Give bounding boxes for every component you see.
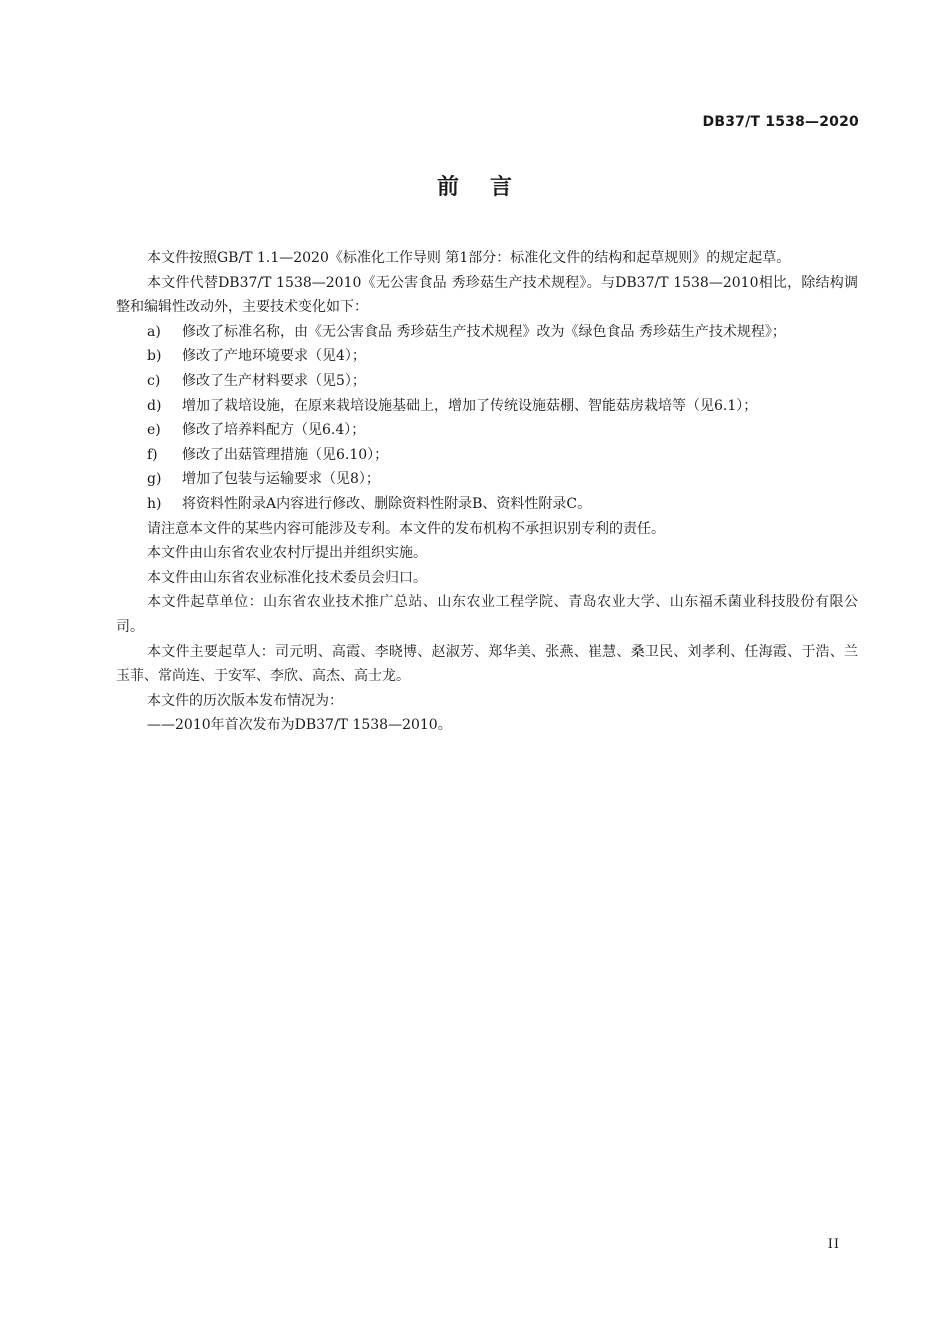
paragraph-history-item: ——2010年首次发布为DB37/T 1538—2010。: [147, 717, 452, 734]
list-item-text: 修改了出菇管理措施（见6.10）；: [182, 446, 389, 463]
paragraph-centralizer: 本文件由山东省农业标准化技术委员会归口。: [147, 569, 427, 586]
list-item-text: 修改了标准名称，由《无公害食品 秀珍菇生产技术规程》改为《绿色食品 秀珍菇生产技术规程》；: [182, 323, 786, 340]
standard-code: DB37/T 1538—2020: [702, 114, 859, 130]
list-item-text: 修改了产地环境要求（见4）；: [182, 348, 366, 365]
list-item-label: f): [147, 446, 158, 463]
list-item-text: 修改了生产材料要求（见5）；: [182, 372, 366, 389]
list-item-label: h): [147, 495, 162, 512]
list-item-label: d): [147, 397, 162, 414]
list-item-label: a): [147, 323, 161, 340]
list-item-label: b): [147, 348, 162, 365]
paragraph-replacement: 本文件代替DB37/T 1538—2010《无公害食品 秀珍菇生产技术规程》。与DB37/T 1538—2010相比，除结构调整和编辑性改动外，主要技术变化如下：: [116, 274, 858, 316]
title-char-1: 前: [436, 175, 460, 200]
list-item-label: c): [147, 372, 161, 389]
list-item-label: e): [147, 422, 161, 439]
page-number: II: [827, 1237, 840, 1252]
paragraph-patent-notice: 请注意本文件的某些内容可能涉及专利。本文件的发布机构不承担识别专利的责任。: [147, 520, 665, 537]
list-item: [116, 344, 858, 369]
list-item: [116, 394, 858, 419]
list-item-text: 将资料性附录A内容进行修改、删除资料性附录B、资料性附录C。: [182, 495, 592, 512]
paragraph-drafting-units: 本文件起草单位：山东省农业技术推广总站、山东农业工程学院、青岛农业大学、山东福禾菌业科技股份有限公司。: [116, 594, 858, 635]
paragraph-proposer: 本文件由山东省农业农村厅提出并组织实施。: [147, 545, 427, 562]
list-item: [116, 418, 858, 443]
paragraph-drafting-basis: 本文件按照GB/T 1.1—2020《标准化工作导则 第1部分：标准化文件的结构和起草规则》的规定起草。: [147, 250, 791, 266]
list-item: [116, 443, 858, 468]
changes-list: [116, 320, 858, 517]
list-item-text: 增加了栽培设施，在原来栽培设施基础上，增加了传统设施菇棚、智能菇房栽培等（见6.1）；: [182, 397, 758, 414]
paragraph-history-intro: 本文件的历次版本发布情况为：: [147, 692, 343, 709]
foreword-body: [116, 246, 858, 738]
list-item-label: g): [147, 471, 162, 488]
list-item: [116, 467, 858, 492]
page-title: [0, 170, 950, 201]
list-item: [116, 492, 858, 517]
title-char-2: 言: [490, 175, 514, 200]
list-item-text: 修改了培养料配方（见6.4）；: [182, 422, 366, 439]
list-item: [116, 320, 858, 345]
list-item-text: 增加了包装与运输要求（见8）；: [182, 471, 380, 488]
list-item: [116, 369, 858, 394]
paragraph-drafters: 本文件主要起草人：司元明、高霞、李晓博、赵淑芳、郑华美、张燕、崔慧、桑卫民、刘孝利、任海霞、于浩、兰玉菲、常尚连、于安军、李欣、高杰、高士龙。: [116, 643, 858, 685]
